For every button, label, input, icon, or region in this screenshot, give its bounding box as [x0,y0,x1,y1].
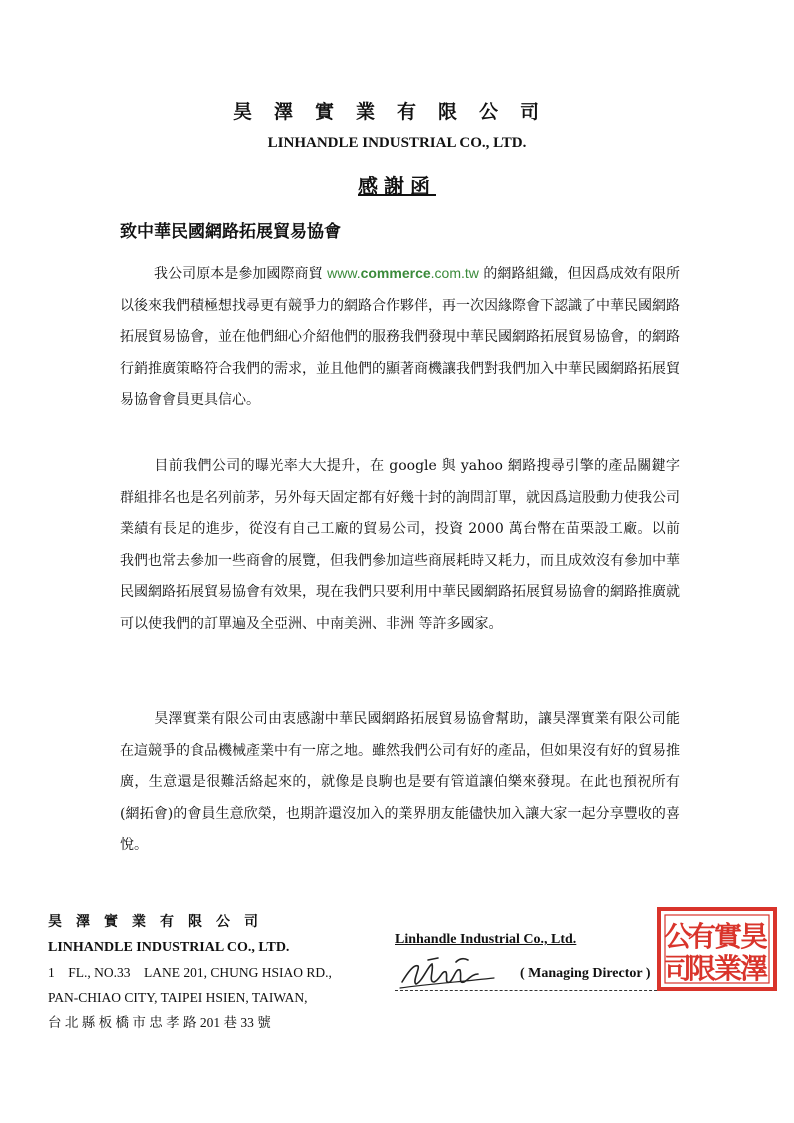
svg-text:澤: 澤 [740,952,769,985]
recipient-line: 致中華民國網路拓展貿易協會 [120,222,341,242]
paragraph-1-text-end: 的網路組織，但因爲成效有限所以後來我們積極想找尋更有競爭力的網路合作夥伴，再一次因緣際會下認識了中華民國網路拓展貿易協會，並在他們細心介紹他們的服務我們發現中華民國網路拓展貿易協會，的網路行銷推廣策略符合我們的需求，並且他們的顯著商機讓我們對我們加入中華民國網路拓展貿易協會會員更具信心。 [120,266,681,408]
body-paragraph-1 [120,258,680,417]
body-paragraph-2 [120,451,680,640]
svg-text:限: 限 [688,952,717,985]
paragraph-3-text: 昊澤實業有限公司由衷感謝中華民國網路拓展貿易協會幫助，讓昊澤實業有限公司能在這競爭的食品機械產業中有一席之地。雖然我們公司有好的產品，但如果沒有好的貿易推廣，生意還是很難活絡起來的，就像是良駒也是要有管道讓伯樂來發現。在此也預祝所有(網拓會)的會員生意欣榮，也期許還沒加入的業界朋友能儘快加入讓大家一起分享豐收的喜悅。 [120,711,680,853]
url-domain: commerce [360,265,431,281]
signature-line [395,990,667,991]
svg-text:昊: 昊 [740,920,769,953]
svg-text:有: 有 [688,920,717,953]
company-name-cn: 昊澤實業有限公司 [232,101,561,123]
svg-text:公: 公 [664,920,693,953]
footer-company-name-en: LINHANDLE INDUSTRIAL CO., LTD. [48,940,290,955]
document-title: 感謝函 [358,174,436,198]
footer-company-name-cn: 昊澤實業有限公司 [48,914,272,930]
svg-text:司: 司 [664,952,693,985]
website-link[interactable] [327,265,479,281]
company-seal-stamp [656,906,778,992]
address-line-3: 台 北 縣 板 橋 市 忠 孝 路 201 巷 33 號 [48,1015,271,1030]
body-paragraph-3 [120,704,680,862]
address-line-1: 1 FL., NO.33 LANE 201, CHUNG HSIAO RD., [48,965,332,980]
paragraph-2-text: 目前我們公司的曝光率大大提升，在 google 與 yahoo 網路搜尋引擎的產品關鍵字群組排名也是名列前茅，另外每天固定都有好幾十封的詢問訂單，就因爲這股動力使我公司業績有長足的進步，從沒有自己工廠的貿易公司，投資 2000 萬台幣在苗栗設工廠。以前我們也常去參加一些商會的展覽，但我們參加這些商展耗時又耗力，而且成效沒有參加中華民國網路拓展貿易協會有效果，現在我們只要利用中華民國網路拓展貿易協會的網路推廣就可以使我們的訂單遍及全亞洲、中南美洲、非洲 等許多國家。 [120,458,680,632]
signatory-title: ( Managing Director ) [520,966,651,981]
signature-company: Linhandle Industrial Co., Ltd. [395,932,577,947]
address-line-2: PAN-CHIAO CITY, TAIPEI HSIEN, TAIWAN, [48,990,308,1005]
company-name-en: LINHANDLE INDUSTRIAL CO., LTD. [267,135,527,151]
url-prefix: www. [327,265,361,281]
footer-company-info [48,910,332,1035]
url-suffix: .com.tw [430,265,479,281]
svg-text:業: 業 [714,952,743,985]
svg-text:實: 實 [714,920,743,953]
paragraph-1-text-start: 我公司原本是參加國際商貿 [154,266,328,282]
